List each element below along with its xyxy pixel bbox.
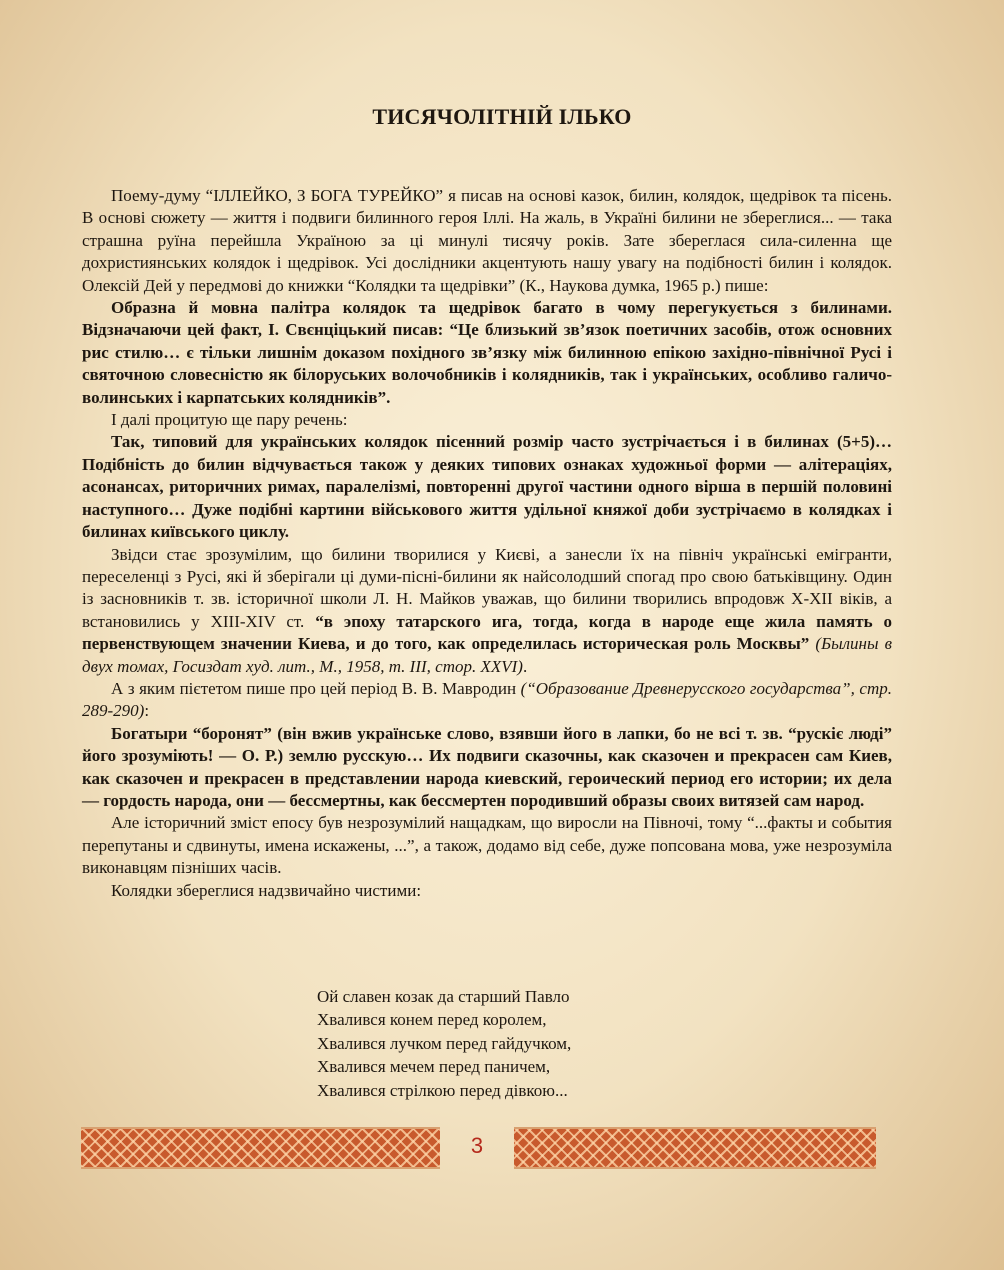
ornament-right xyxy=(514,1127,876,1169)
text-span: Колядки збереглися надзвичайно чистими: xyxy=(111,880,422,900)
paragraph xyxy=(82,544,892,678)
citation-span: (Былины в двух томах, Госиздат худ. лит., М., 1958, т. ІІІ, стор. XXVI) xyxy=(82,634,892,676)
paragraph xyxy=(82,409,892,431)
paragraph xyxy=(82,431,892,543)
page-number: 3 xyxy=(470,1133,484,1158)
citation-span: (“Образование Древнерусского государства”, стр. 289-290) xyxy=(82,678,892,721)
verse-line: Хвалився лучком перед гайдучком, xyxy=(317,1033,572,1053)
text-span: І далі процитую ще пару речень: xyxy=(111,410,348,430)
quote-span: “в эпоху татарского ига, тогда, когда в народе еще жила память о первенствующем значении Киева, и до того, как определилась историческая роль Москвы” xyxy=(82,611,892,654)
text-span: Але історичний зміст епосу був незрозумілий нащадкам, що виросли на Півночі, тому “...факты и события перепутаны и сдвинуты, имена искажены, ...”, а також, додамо від себе, дуже попсована мова, уже незрозуміла виконавцям пізніших часів. xyxy=(82,813,892,878)
verse-line: Хвалився мечем перед паничем, xyxy=(317,1057,551,1077)
verse-line: Хвалився стрілкою перед дівкою... xyxy=(317,1080,568,1100)
text-span: Богатыри “боронят” (він вжив українське слово, взявши його в лапки, бо не всі т. зв. “рускіє люді” його зрозуміють! — О. Р.) землю русскую… Их подвиги сказочны, как сказочен и прекрасен сам Киев, как сказочен и прекрасен в представлении народа киевский, героический период его истории; их дела — гордость народа, они — бессмертны, как бессмертен породивший образы своих витязей сам народ. xyxy=(82,723,892,810)
paragraph xyxy=(82,297,892,409)
paragraph xyxy=(82,185,892,297)
text-span: . xyxy=(522,656,528,676)
ornament-left xyxy=(81,1127,440,1169)
text-span: Образна й мовна палітра колядок та щедрівок багато в чому перегукується з билинами. Відзначаючи цей факт, І. Свєнціцький писав: “Це близький зв’язок поетичних засобів, отож основних рис стилю… є тільки лишнім доказом похідного зв’язку між билинною епікою західно-північної Русі і святочною словесністю як білоруських волочобників і колядників, так і українських, особливо галичо-волинських і карпатських колядників”. xyxy=(82,298,892,407)
paragraph xyxy=(82,812,892,879)
verse-line: Ой славен козак да старший Павло xyxy=(317,987,570,1006)
verse-block xyxy=(317,985,571,1102)
text-span: : xyxy=(144,701,150,721)
paragraph xyxy=(82,723,892,813)
verse-line: Хвалився конем перед королем, xyxy=(317,1010,547,1030)
paragraph xyxy=(82,880,892,902)
text-span: Звідси стає зрозумілим, що билини творилися у Києві, а занесли їх на північ українські емігранти, переселенці з Русі, які й зберігали ці думи-пісні-билини як найсолодший спогад про свою батьківщину. Один із засновників т. зв. історичної школи Л. Н. Майков уважав, що билини творились впродовж X-XII віків, а встановились у XIII-XIV ст. xyxy=(82,544,892,631)
article-body xyxy=(82,185,892,902)
text-span: Так, типовий для українських колядок пісенний розмір часто зустрічається і в билинах (5+5)… Подібність до билин відчувається також у деяких типових ознаках художньої форми — алітераціях, асонансах, риторичних римах, паралелізмі, повторенні другої частини одного вірша в першій половині наступного… Дуже подібні картини військового життя удільної княжої доби зустрічаємо в колядках і билинах київського циклу. xyxy=(82,432,892,542)
page-title: ТИСЯЧОЛІТНІЙ ІЛЬКО xyxy=(372,104,632,129)
text-span: Поему-думу “ІЛЛЕЙКО, З БОГА ТУРЕЙКО” я писав на основі казок, билин, колядок, щедрівок та пісень. В основі сюжету — життя і подвиги билинного героя Іллі. На жаль, в Україні билини не збереглися... — така страшна руїна перейшла Україною за ці минулі тисячу років. Зате збереглася сила-силенна ще дохристиянських колядок і щедрівок. Усі дослідники акцентують нашу увагу на подібності билин і колядок. Олексій Дей у передмові до книжки “Колядки та щедрівки” (К., Наукова думка, 1965 р.) пише: xyxy=(82,186,892,295)
text-span: А з яким пієтетом пише про цей період В. В. Мавродин xyxy=(111,678,521,698)
paragraph xyxy=(82,678,892,723)
